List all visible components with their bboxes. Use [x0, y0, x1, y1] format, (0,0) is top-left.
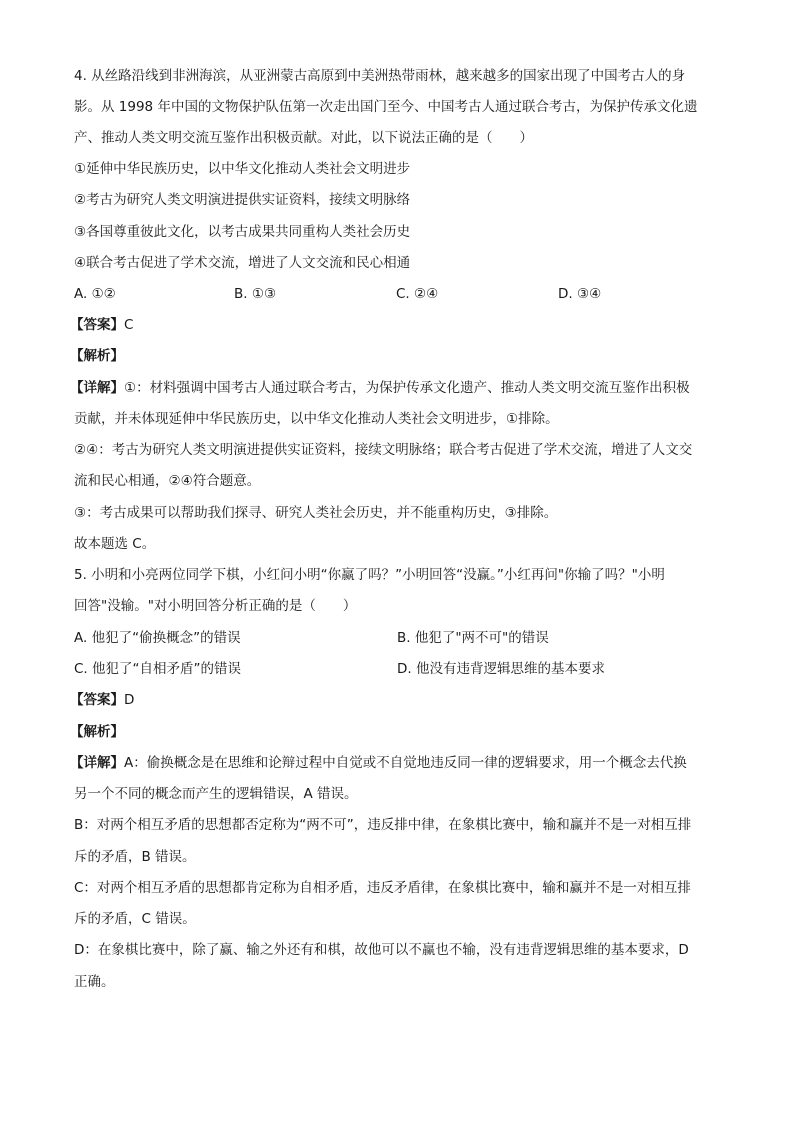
- q5-option-a: A. 他犯了“偷换概念”的错误: [74, 630, 241, 646]
- q4-detail-label: 【详解】: [70, 380, 124, 396]
- q5-answer-value: D: [124, 692, 135, 708]
- q4-option-d: D. ③④: [558, 286, 602, 302]
- q5-answer-label: 【答案】: [70, 692, 124, 708]
- q4-detail-line-1: [70, 378, 720, 398]
- q5-detail-label: 【详解】: [70, 755, 124, 771]
- q5-detail-line-8: 正确。: [74, 974, 115, 990]
- q4-detail-line-4: 流和民心相通，②④符合题意。: [74, 473, 261, 489]
- q4-statement-4: ④联合考古促进了学术交流，增进了人文交流和民心相通: [74, 255, 411, 271]
- q5-detail-line-3: B：对两个相互矛盾的思想都否定称为“两不可”，违反排中律，在象棋比赛中，输和赢并不是一对相互排: [74, 817, 692, 833]
- q5-answer: [70, 690, 720, 710]
- q4-detail-line-3: ②④：考古为研究人类文明演进提供实证资料，接续文明脉络；联合考古促进了学术交流，增进了人文交: [74, 442, 693, 458]
- q4-statement-3: ③各国尊重彼此文化，以考古成果共同重构人类社会历史: [74, 224, 411, 240]
- q4-statement-1: ①延伸中华民族历史，以中华文化推动人类社会文明进步: [74, 161, 411, 177]
- q5-detail-line-5: C：对两个相互矛盾的思想都肯定称为自相矛盾，违反矛盾律，在象棋比赛中，输和赢并不是一对相互排: [74, 880, 691, 896]
- q4-detail-line-6: 故本题选 C。: [74, 536, 156, 552]
- q5-detail-line-1: [70, 753, 720, 773]
- q5-analysis-label: 【解析】: [70, 724, 124, 740]
- q4-detail-line-5: ③：考古成果可以帮助我们探寻、研究人类社会历史，并不能重构历史，③排除。: [74, 505, 558, 521]
- q5-detail-text-1: A：偷换概念是在思维和论辩过程中自觉或不自觉地违反同一律的逻辑要求，用一个概念去代换: [124, 755, 687, 771]
- q4-statement-2: ②考古为研究人类文明演进提供实证资料，接续文明脉络: [74, 192, 411, 208]
- q4-analysis-label: 【解析】: [70, 348, 124, 364]
- q5-detail-line-4: 斥的矛盾，B 错误。: [74, 849, 196, 865]
- q5-detail-line-7: D：在象棋比赛中，除了赢、输之外还有和棋，故他可以不赢也不输，没有违背逻辑思维的基本要求，D: [74, 942, 689, 958]
- q4-answer: [70, 315, 720, 335]
- q4-option-c: C. ②④: [396, 286, 439, 302]
- q4-stem-line-3: 产、推动人类文明交流互鉴作出积极贡献。对此，以下说法正确的是（ ）: [74, 130, 533, 146]
- q5-stem-line-1: 5. 小明和小亮两位同学下棋，小红问小明“你赢了吗？”小明回答“没赢。”小红再问"你输了吗？"小明: [74, 567, 665, 583]
- q4-stem-line-2: 影。从 1998 年中国的文物保护队伍第一次走出国门至今、中国考古人通过联合考古，为保护传承文化遗: [74, 99, 698, 115]
- q4-detail-text-1: ①：材料强调中国考古人通过联合考古，为保护传承文化遗产、推动人类文明交流互鉴作出积极: [124, 380, 690, 396]
- q5-option-c: C. 他犯了“自相矛盾”的错误: [74, 661, 241, 677]
- q5-option-d: D. 他没有违背逻辑思维的基本要求: [397, 661, 605, 677]
- q4-answer-label: 【答案】: [70, 317, 124, 333]
- q4-option-b: B. ①③: [234, 286, 277, 302]
- q4-stem-line-1: 4. 从丝路沿线到非洲海滨，从亚洲蒙古高原到中美洲热带雨林，越来越多的国家出现了中国考古人的身: [74, 68, 686, 84]
- q4-option-a: A. ①②: [74, 286, 116, 302]
- q5-option-b: B. 他犯了"两不可"的错误: [397, 630, 549, 646]
- q5-detail-line-2: 另一个不同的概念而产生的逻辑错误，A 错误。: [74, 786, 358, 802]
- q5-detail-line-6: 斥的矛盾，C 错误。: [74, 911, 196, 927]
- q5-stem-line-2: 回答"没输。"对小明回答分析正确的是（ ）: [74, 598, 357, 614]
- q4-answer-value: C: [124, 317, 134, 333]
- q4-detail-line-2: 贡献，并未体现延伸中华民族历史，以中华文化推动人类社会文明进步，①排除。: [74, 411, 559, 427]
